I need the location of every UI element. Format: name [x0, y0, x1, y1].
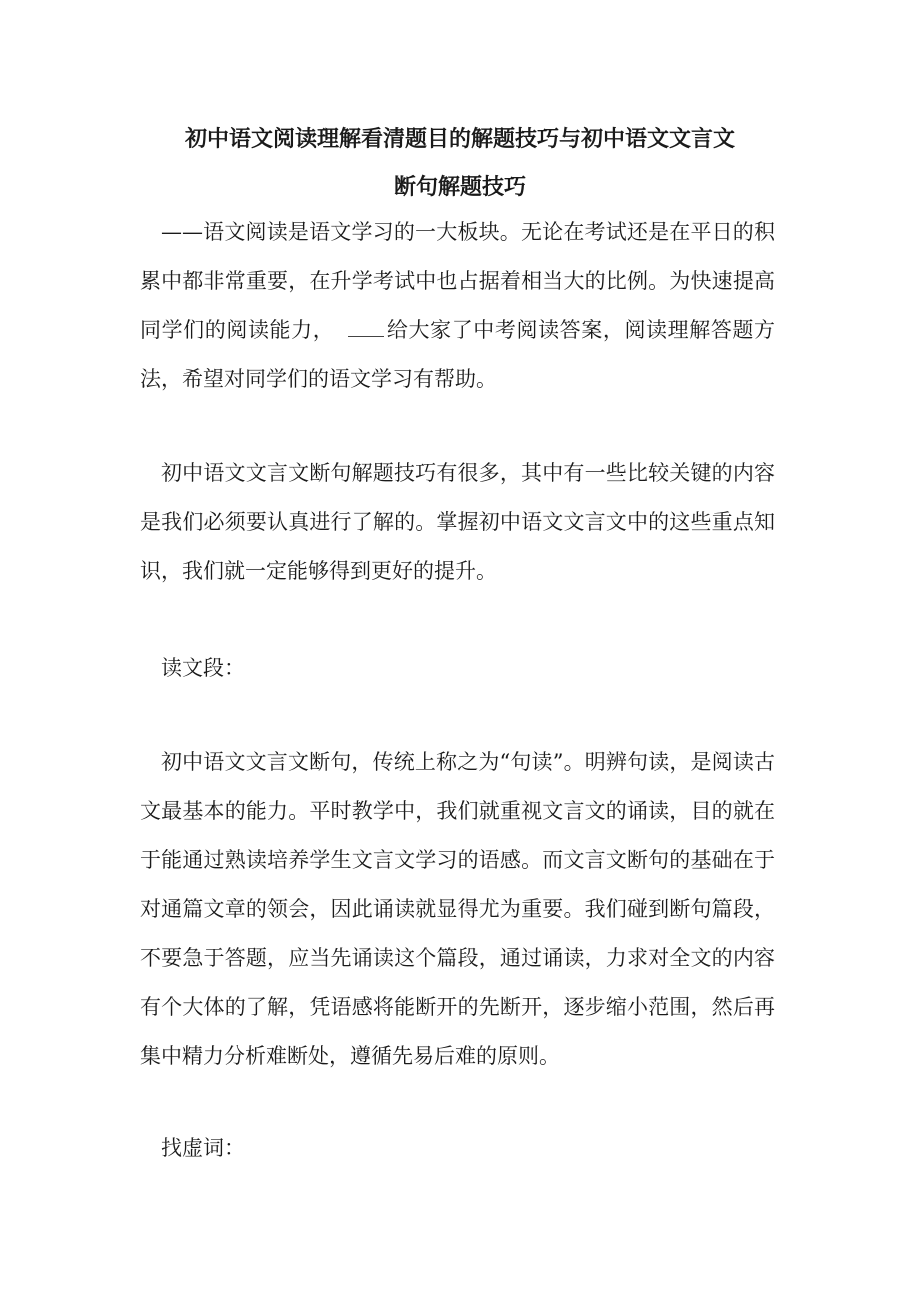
find-function-words-label: 找虚词： — [161, 1136, 245, 1160]
title-line-1: 初中语文阅读理解看清题目的解题技巧与初中语文文言文 — [184, 126, 735, 152]
read-section-body: 初中语文文言文断句，传统上称之为“句读”。明辨句读，是阅读古文最基本的能力。平时教学中，我们就重视文言文的诵读，目的就在于能通过熟读培养学生文言文学习的语感。而文言文断句的基础在于对通篇文章的领会，因此诵读就显得尤为重要。我们碰到断句篇段，不要急于答题，应当先诵读这个篇段，通过诵读，力求对全文的内容有个大体的了解，凭语感将能断开的先断开，逐步缩小范围，然后再集中精力分析难断处，遵循先易后难的原则。 — [140, 750, 775, 1068]
fill-in-blank — [348, 320, 384, 337]
skills-paragraph: 初中语文文言文断句解题技巧有很多，其中有一些比较关键的内容是我们必须要认真进行了解的。掌握初中语文文言文中的这些重点知识，我们就一定能够得到更好的提升。 — [140, 461, 775, 583]
intro-text-part1: ——语文阅读是语文学习的一大板块。无论在考试还是在平日的积累中都非常重要，在升学考试中也占据着相当大的比例。为快速提高同学们的阅读能力， — [140, 220, 775, 342]
intro-text-part2: 给大家了中考阅读答案，阅读理解答题方法，希望对同学们的语文学习有帮助。 — [140, 318, 776, 391]
document-title — [140, 115, 780, 211]
title-line-2: 断句解题技巧 — [393, 174, 526, 200]
read-section-label: 读文段： — [161, 656, 245, 680]
intro-paragraph — [140, 208, 775, 404]
